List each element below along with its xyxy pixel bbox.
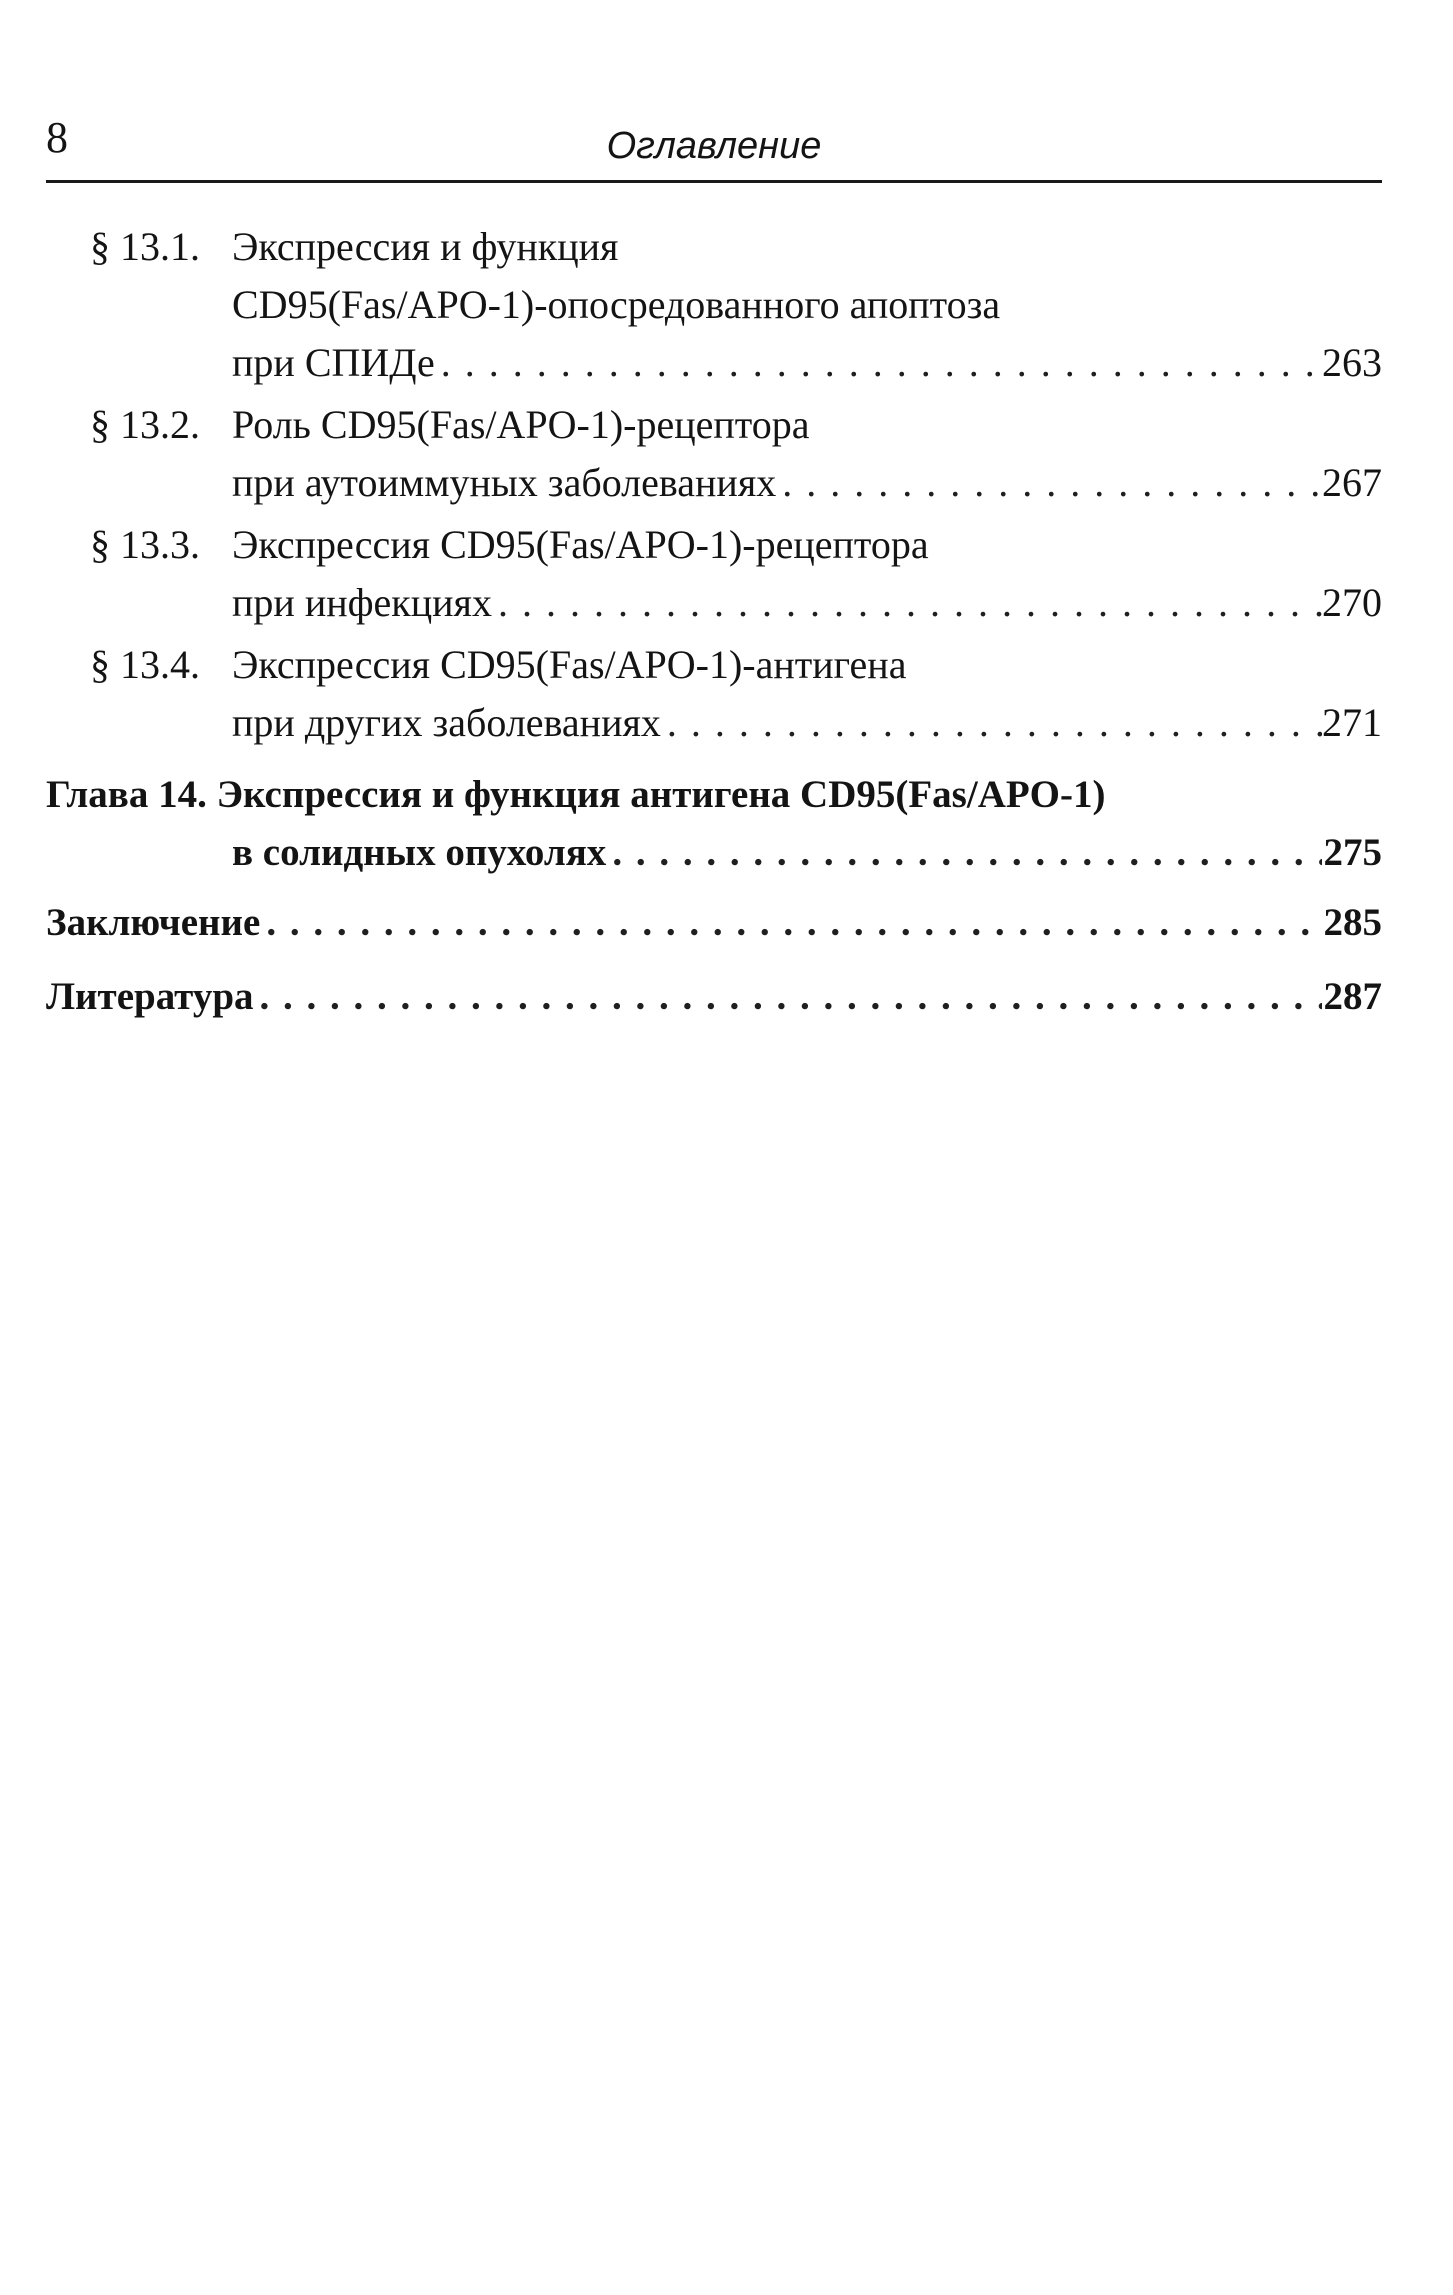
dot-leader <box>254 968 1322 1026</box>
toc-entry-chapter-14[interactable] <box>46 766 1382 882</box>
entry-line <box>46 968 1382 1026</box>
page-ref: 267 <box>1322 460 1382 505</box>
entry-title-text: при инфекциях <box>232 580 492 625</box>
dot-leader <box>435 334 1322 392</box>
entry-title-text: при аутоиммуных заболеваниях <box>232 460 777 505</box>
toc-entry-literature[interactable] <box>46 968 1382 1026</box>
entry-title-line: Роль CD95(Fas/APO-1)-рецептора <box>232 402 810 447</box>
running-title: Оглавление <box>606 125 822 167</box>
toc-entry-13-3[interactable] <box>46 516 1382 632</box>
section-number: § 13.1. <box>90 224 200 269</box>
entry-title-line: Экспрессия CD95(Fas/APO-1)-рецептора <box>232 522 929 567</box>
page-ref: 263 <box>1322 340 1382 385</box>
section-number: § 13.4. <box>90 642 200 687</box>
toc-entry-13-2[interactable] <box>46 396 1382 512</box>
page-ref: 285 <box>1323 901 1382 944</box>
toc-entry-conclusion[interactable] <box>46 894 1382 952</box>
entry-title-text: при СПИДе <box>232 340 435 385</box>
page-ref: 287 <box>1323 975 1382 1018</box>
entry-title-text: Заключение <box>46 901 261 944</box>
entry-title-line: CD95(Fas/APO-1)-опосредованного апоптоза <box>232 282 1001 327</box>
entry-title-last-line <box>232 454 1382 512</box>
entry-title-last-line <box>232 574 1382 632</box>
dot-leader <box>606 824 1322 882</box>
entry-title-text: Литература <box>46 975 254 1018</box>
chapter-title-text: в солидных опухолях <box>232 831 607 874</box>
section-number: § 13.2. <box>90 402 200 447</box>
entry-title-line: Экспрессия и функция <box>232 224 619 269</box>
entry-line <box>46 894 1382 952</box>
page-ref: 271 <box>1322 700 1382 745</box>
dot-leader <box>661 694 1322 752</box>
toc-entry-13-4[interactable] <box>46 636 1382 752</box>
dot-leader <box>492 574 1322 632</box>
section-number: § 13.3. <box>90 522 200 567</box>
entry-title-line: Экспрессия CD95(Fas/APO-1)-антигена <box>232 642 907 687</box>
entry-title-text: при других заболеваниях <box>232 700 661 745</box>
table-of-contents <box>46 218 1382 1042</box>
toc-entry-13-1[interactable] <box>46 218 1382 392</box>
page-ref: 270 <box>1322 580 1382 625</box>
header-rule <box>46 180 1382 183</box>
page-header <box>46 112 1382 174</box>
chapter-title-last-line <box>46 824 1382 882</box>
dot-leader <box>260 894 1322 952</box>
entry-title-last-line <box>232 334 1382 392</box>
dot-leader <box>776 454 1322 512</box>
page-ref: 275 <box>1323 831 1382 874</box>
entry-title-last-line <box>232 694 1382 752</box>
chapter-title-line: Глава 14. Экспрессия и функция антигена CD95(Fas/APO-1) <box>46 773 1106 816</box>
page-number: 8 <box>46 113 68 162</box>
